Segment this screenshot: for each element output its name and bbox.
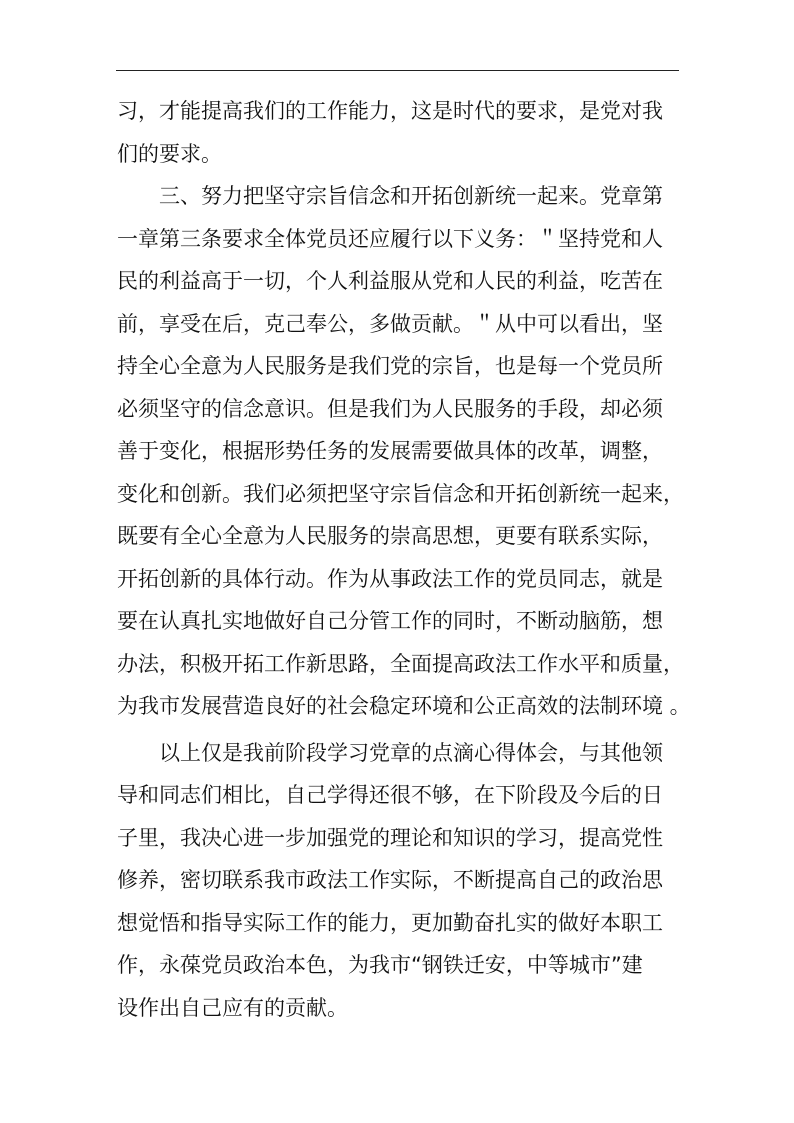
paragraph-3 <box>117 732 687 1030</box>
text-line: 三、努力把坚守宗旨信念和开拓创新统一起来。党章第 <box>159 184 663 208</box>
header-rule <box>116 70 679 71</box>
text-line: 要在认真扎实地做好自己分管工作的同时，不断动脑筋，想 <box>117 609 663 633</box>
text-line: 变化和创新。我们必须把坚守宗旨信念和开拓创新统一起来， <box>117 481 684 506</box>
text-line: 开拓创新的具体行动。作为从事政法工作的党员同志，就是 <box>117 566 663 591</box>
text-line: 一章第三条要求全体党员还应履行以下义务：＂坚持党和人 <box>117 226 663 251</box>
text-line: 为我市发展营造良好的社会稳定环境和公正高效的法制环境 。 <box>117 694 691 718</box>
document-body <box>117 90 691 1029</box>
text-line: 子里，我决心进一步加强党的理论和知识的学习，提高党性 <box>117 825 663 850</box>
text-line: 设作出自己应有的贡献。 <box>117 995 348 1020</box>
text-line: 善于变化，根据形势任务的发展需要做具体的改革，调整， <box>117 439 663 463</box>
text-line: 们的要求。 <box>117 141 222 166</box>
text-line: 民的利益高于一切，个人利益服从党和人民的利益，吃苦在 <box>117 269 663 293</box>
text-line: 想觉悟和指导实际工作的能力，更加勤奋扎实的做好本职工 <box>117 910 663 935</box>
text-line: 前，享受在后，克己奉公，多做贡献。＂从中可以看出，坚 <box>117 311 663 336</box>
text-line: 既要有全心全意为人民服务的崇高思想，更要有联系实际， <box>117 524 663 548</box>
text-line: 必须坚守的信念意识。但是我们为人民服务的手段，却必须 <box>117 396 663 421</box>
text-line: 导和同志们相比，自己学得还很不够，在下阶段及今后的日 <box>117 783 663 807</box>
paragraph-2 <box>117 175 691 728</box>
text-line: 办法，积极开拓工作新思路，全面提高政法工作水平和质量， <box>117 651 684 676</box>
text-line: 作，永葆党员政治本色，为我市“钢铁迁安，中等城市”建 <box>117 953 643 977</box>
text-line: 习，才能提高我们的工作能力，这是时代的要求，是党对我 <box>117 99 663 123</box>
text-line: 以上仅是我前阶段学习党章的点滴心得体会，与其他领 <box>159 740 663 765</box>
text-line: 修养，密切联系我市政法工作实际，不断提高自己的政治思 <box>117 868 663 892</box>
text-line: 持全心全意为人民服务是我们党的宗旨，也是每一个党员所 <box>117 354 663 378</box>
paragraph-1 <box>117 90 687 175</box>
